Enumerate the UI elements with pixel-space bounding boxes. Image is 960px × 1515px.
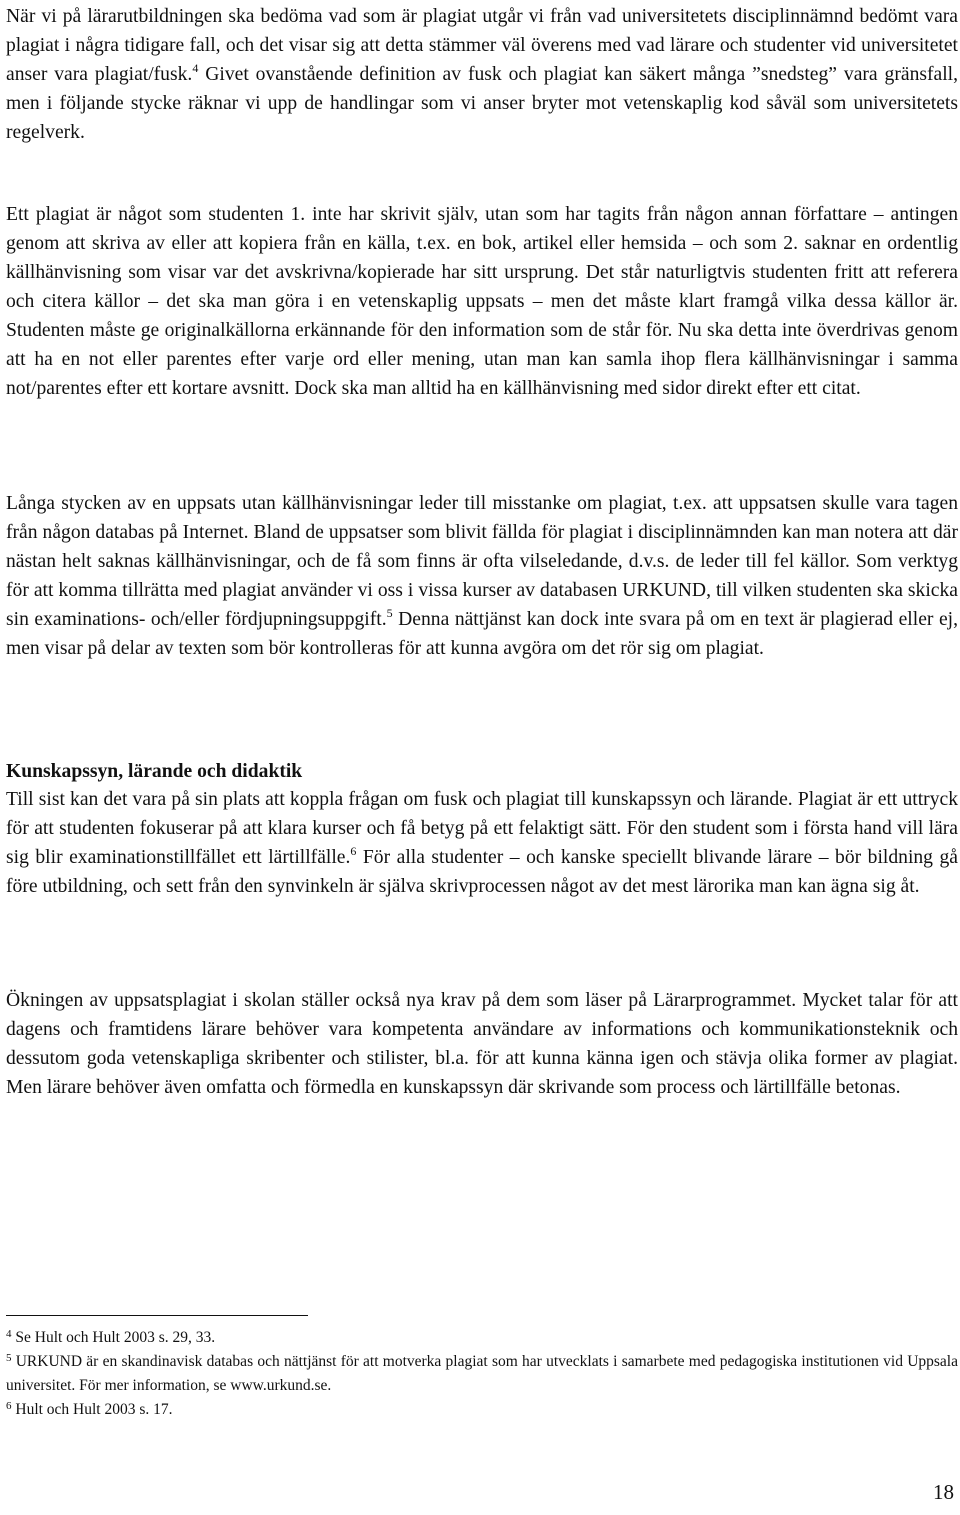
footnote-ref-6[interactable]: 6	[350, 844, 357, 858]
paragraph-text: Ett plagiat är något som studenten 1. inte har skrivit själv, utan som har tagits från någon annan författare – antingen genom att skriva av eller att kopiera från en källa, t.ex. en bok, artikel eller hemsida – och som 2. saknar en ordentlig källhänvisning som visar var det avskrivna/kopierade har sitt ursprung. Det står naturligtvis studenten fritt att referera och citera källor – det ska man göra i en vetenskaplig uppsats – men det måste klart framgå vilka dessa källor är. Studenten måste ge originalkällorna erkännande för den information som de står för. Nu ska detta inte överdrivas genom att ha en not eller parentes efter varje ord eller mening, utan man kan samla ihop flera källhänvisningar i samma not/parentes efter ett kortare avsnitt. Dock ska man alltid ha en källhänvisning med sidor direkt efter ett citat.	[6, 204, 958, 399]
paragraph-text: Långa stycken av en uppsats utan källhänvisningar leder till misstanke om plagiat, t.ex. att uppsatsen skulle vara tagen från någon databas på Internet. Bland de uppsatser som blivit fällda för plagiat i disciplinnämnden kan man notera att där nästan helt saknas källhänvisningar, och de få som finns är ofta vilseledande, d.v.s. de leder till fel källor. Som verktyg för att komma tillrätta med plagiat använder vi oss i vissa kurser av databasen URKUND, till vilken studenten ska skicka sin examinations- och/eller fördjupningsuppgift.	[6, 493, 958, 630]
paragraph-text-continued: Denna nättjänst kan dock inte svara på om en text är plagierad eller ej, men visar på delar av texten som bör kontrolleras för att kunna avgöra om det rör sig om plagiat.	[6, 609, 958, 659]
footnotes	[6, 1326, 958, 1422]
paragraph-source-references	[6, 489, 958, 663]
footnote-5	[6, 1350, 958, 1398]
footnote-number: 4	[6, 1328, 12, 1340]
paragraph-text-continued: För alla studenter – och kanske speciellt blivande lärare – bör bildning gå före utbildning, och sett från den synvinkeln är själva skrivprocessen något av det mest lärorika man kan ägna sig åt.	[6, 847, 958, 897]
paragraph-knowledge-view	[6, 785, 958, 901]
footnote-text: URKUND är en skandinavisk databas och nättjänst för att motverka plagiat som har utvecklats i samarbete med pedagogiska institutionen vid Uppsala universitet. För mer information, se www.urkund.se.	[6, 1353, 958, 1394]
footnote-text: Hult och Hult 2003 s. 17.	[11, 1401, 173, 1418]
section-heading: Kunskapssyn, lärande och didaktik	[6, 761, 303, 782]
footnote-4	[6, 1326, 958, 1350]
footnote-6	[6, 1398, 958, 1422]
footnote-ref-4[interactable]: 4	[192, 61, 199, 75]
paragraph-text: Ökningen av uppsatsplagiat i skolan ställer också nya krav på dem som läser på Lärarprogrammet. Mycket talar för att dagens och framtidens lärare behöver vara kompetenta användare av informations och kommunikationsteknik och dessutom goda vetenskapliga skribenter och stilister, bl.a. för att kunna känna igen och stävja olika former av plagiat. Men lärare behöver även omfatta och förmedla en kunskapssyn där skrivande som process och lärtillfälle betonas.	[6, 990, 958, 1098]
footnote-number: 6	[6, 1400, 12, 1412]
footnote-text: Se Hult och Hult 2003 s. 29, 33.	[11, 1329, 216, 1346]
footnote-number: 5	[6, 1352, 12, 1364]
paragraph-text: Till sist kan det vara på sin plats att koppla frågan om fusk och plagiat till kunskapssyn och lärande. Plagiat är ett uttryck för att studenten fokuserar på att klara kurser och få betyg på ett felaktigt sätt. För den student som i första hand vill lära sig blir examinationstillfället ett lärtillfälle.	[6, 789, 958, 868]
paragraph-plagiarism-assessment	[6, 2, 958, 147]
paragraph-plagiarism-definition	[6, 200, 958, 403]
footnote-separator	[6, 1315, 308, 1316]
paragraph-teacher-training	[6, 986, 958, 1102]
footnote-ref-5[interactable]: 5	[386, 606, 393, 620]
paragraph-text-continued: Givet ovanstående definition av fusk och plagiat kan säkert många ”snedsteg” vara gränsfall, men i följande stycke räknar vi upp de handlingar som vi anser bryter mot vetenskaplig kod såväl som universitetets regelverk.	[6, 64, 958, 143]
document-page	[6, 0, 958, 1515]
paragraph-text: När vi på lärarutbildningen ska bedöma vad som är plagiat utgår vi från vad universitetets disciplinnämnd bedömt vara plagiat i några tidigare fall, och det visar sig att detta stämmer väl överens med vad lärare och studenter vid universitetet anser vara plagiat/fusk.	[6, 6, 958, 85]
page-number: 18	[933, 1480, 954, 1504]
